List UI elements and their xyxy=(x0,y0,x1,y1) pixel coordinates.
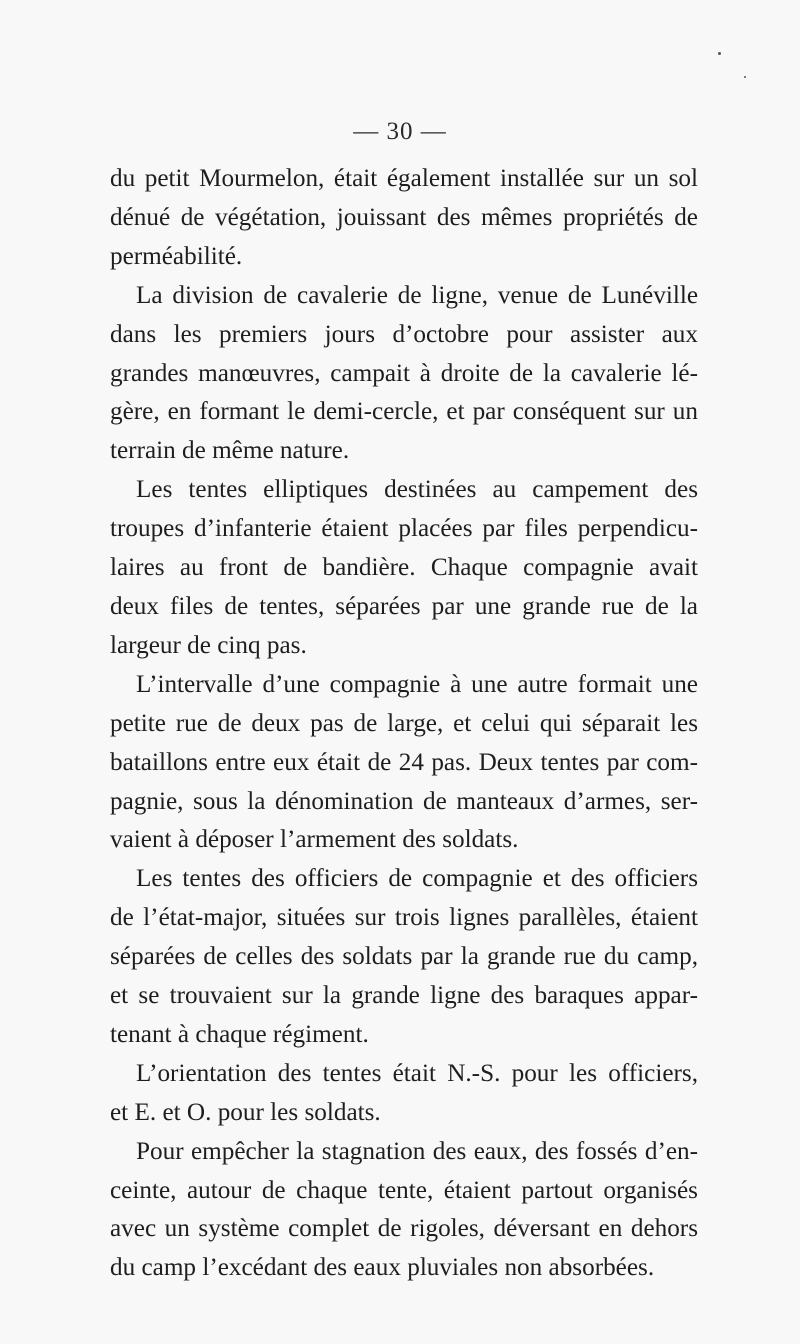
text-line: avec un système complet de rigoles, déversant en dehors xyxy=(110,1215,698,1243)
text-line: vaient à déposer l’armement des soldats. xyxy=(110,826,519,854)
text-line: dans les premiers jours d’octobre pour assister aux xyxy=(110,320,698,348)
text-line: pagnie, sous la dénomination de manteaux d’armes, ser- xyxy=(110,787,698,815)
text-line: Pour empêcher la stagnation des eaux, des fossés d’en- xyxy=(136,1137,698,1165)
text-line: deux files de tentes, séparées par une grande rue de la xyxy=(110,592,698,620)
page-number: — 30 — xyxy=(353,118,447,145)
paragraph xyxy=(110,666,698,861)
paragraph xyxy=(110,860,698,1055)
text-line: laires au front de bandière. Chaque compagnie avait xyxy=(110,554,698,582)
text-line: du petit Mourmelon, était également installée sur un sol xyxy=(110,165,698,192)
paragraph xyxy=(110,1055,698,1133)
speck-mark xyxy=(718,52,721,55)
text-line: Les tentes elliptiques destinées au campement des xyxy=(136,476,698,504)
text-line: L’orientation des tentes était N.-S. pour les officiers, xyxy=(136,1059,698,1087)
paragraph xyxy=(110,160,698,277)
text-line: L’intervalle d’une compagnie à une autre formait une xyxy=(136,670,698,698)
paragraph xyxy=(110,277,698,472)
body-text xyxy=(110,160,698,1288)
text-line: de l’état-major, situées sur trois lignes parallèles, étaient xyxy=(110,904,698,932)
paragraph xyxy=(110,1133,698,1289)
text-line: terrain de même nature. xyxy=(110,437,350,465)
paragraph xyxy=(110,471,698,666)
text-line: tenant à chaque régiment. xyxy=(110,1020,369,1048)
text-line: séparées de celles des soldats par la grande rue du camp, xyxy=(110,943,698,971)
text-line: bataillons entre eux était de 24 pas. Deux tentes par com- xyxy=(110,748,698,776)
text-line: Les tentes des officiers de compagnie et des officiers xyxy=(136,865,698,893)
text-line: et se trouvaient sur la grande ligne des baraques appar- xyxy=(110,982,698,1010)
text-line: largeur de cinq pas. xyxy=(110,631,307,659)
speck-mark xyxy=(744,76,746,78)
text-line: perméabilité. xyxy=(110,242,243,270)
text-line: et E. et O. pour les soldats. xyxy=(110,1098,381,1126)
text-line: La division de cavalerie de ligne, venue de Lunéville xyxy=(136,281,698,309)
text-line: gère, en formant le demi-cercle, et par conséquent sur un xyxy=(110,398,698,426)
text-line: grandes manœuvres, campait à droite de la cavalerie lé- xyxy=(110,359,698,387)
text-line: du camp l’excédant des eaux pluviales non absorbées. xyxy=(110,1254,655,1282)
text-line: dénué de végétation, jouissant des mêmes propriétés de xyxy=(110,203,698,231)
text-line: petite rue de deux pas de large, et celui qui séparait les xyxy=(110,709,698,737)
text-line: troupes d’infanterie étaient placées par files perpendicu- xyxy=(110,515,698,543)
text-line: ceinte, autour de chaque tente, étaient partout organisés xyxy=(110,1176,698,1204)
